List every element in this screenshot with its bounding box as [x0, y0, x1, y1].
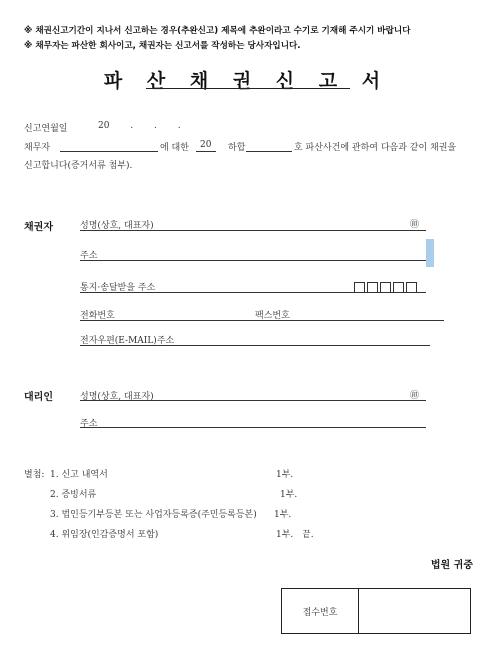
debtor-label: 채무자 — [24, 143, 51, 153]
creditor-phone-label: 전화번호 — [80, 311, 115, 321]
case-number-input[interactable] — [246, 151, 292, 152]
creditor-email-input[interactable] — [80, 345, 430, 346]
debtor-name-input[interactable] — [60, 151, 158, 152]
debtor-middle-text: 에 대한 — [160, 143, 189, 153]
attachment-count: 1부. — [280, 490, 298, 500]
creditor-mail-input[interactable] — [80, 292, 426, 293]
report-date-label: 신고연월일 — [24, 124, 68, 134]
attachments-label: 별첨: — [24, 470, 45, 480]
debtor-suffix-text: 호 파산사건에 관하여 다음과 같이 채권을 — [294, 143, 457, 153]
agent-address-input[interactable] — [80, 427, 426, 428]
case-year: 20 — [200, 140, 212, 150]
case-year-input[interactable] — [196, 151, 216, 152]
case-type: 하합 — [228, 143, 246, 153]
agent-seal: ㊞ — [410, 391, 420, 401]
scroll-marker[interactable] — [426, 239, 434, 267]
attachment-count: 1부. — [274, 510, 292, 520]
creditor-name-label: 성명(상호, 대표자) — [80, 221, 154, 231]
notice-line-1: ※ 채권신고기간이 지나서 신고하는 경우(추완신고) 제목에 추완이라고 수기로 기재해 주시기 바랍니다 — [24, 26, 411, 36]
notice-line-2: ※ 채무자는 파산한 회사이고, 채권자는 신고서를 작성하는 당사자입니다. — [24, 41, 301, 51]
report-date-value[interactable]: 20 . . . — [98, 121, 181, 131]
agent-name-label: 성명(상호, 대표자) — [80, 392, 154, 402]
attachment-end: 끝. — [302, 530, 314, 540]
attachment-item: 3. 법인등기부등본 또는 사업자등록증(주민등록등본) — [50, 510, 257, 520]
attachment-count: 1부. — [276, 530, 294, 540]
creditor-email-label: 전자우편(E-MAIL)주소 — [80, 336, 175, 346]
creditor-mail-label: 통지·송달받을 주소 — [80, 283, 156, 293]
creditor-heading: 채권자 — [24, 222, 53, 233]
receipt-number-label: 접수번호 — [282, 589, 359, 634]
title-underline — [146, 88, 350, 89]
agent-address-label: 주소 — [80, 419, 98, 429]
creditor-phone-fax-input[interactable] — [80, 320, 444, 321]
agent-heading: 대리인 — [24, 392, 53, 403]
attachment-item: 2. 증빙서류 — [50, 490, 97, 500]
page-title: 파 산 채 권 신 고 서 — [103, 70, 390, 92]
receipt-number-value[interactable] — [359, 589, 471, 634]
creditor-address-input[interactable] — [80, 260, 426, 261]
agent-name-input[interactable] — [80, 400, 426, 401]
attachment-item: 1. 신고 내역서 — [50, 470, 108, 480]
attachment-item: 4. 위임장(인감증명서 포함) — [50, 530, 159, 540]
creditor-name-input[interactable] — [80, 230, 426, 231]
attachment-count: 1부. — [276, 470, 294, 480]
receipt-table — [281, 588, 471, 634]
creditor-seal: ㊞ — [410, 220, 420, 230]
court-addressee: 법원 귀중 — [430, 560, 473, 571]
debtor-line-2: 신고합니다(증거서류 첨부). — [24, 161, 133, 171]
creditor-address-label: 주소 — [80, 251, 98, 261]
postal-code-boxes[interactable] — [354, 277, 419, 296]
creditor-fax-label: 팩스번호 — [255, 311, 290, 321]
